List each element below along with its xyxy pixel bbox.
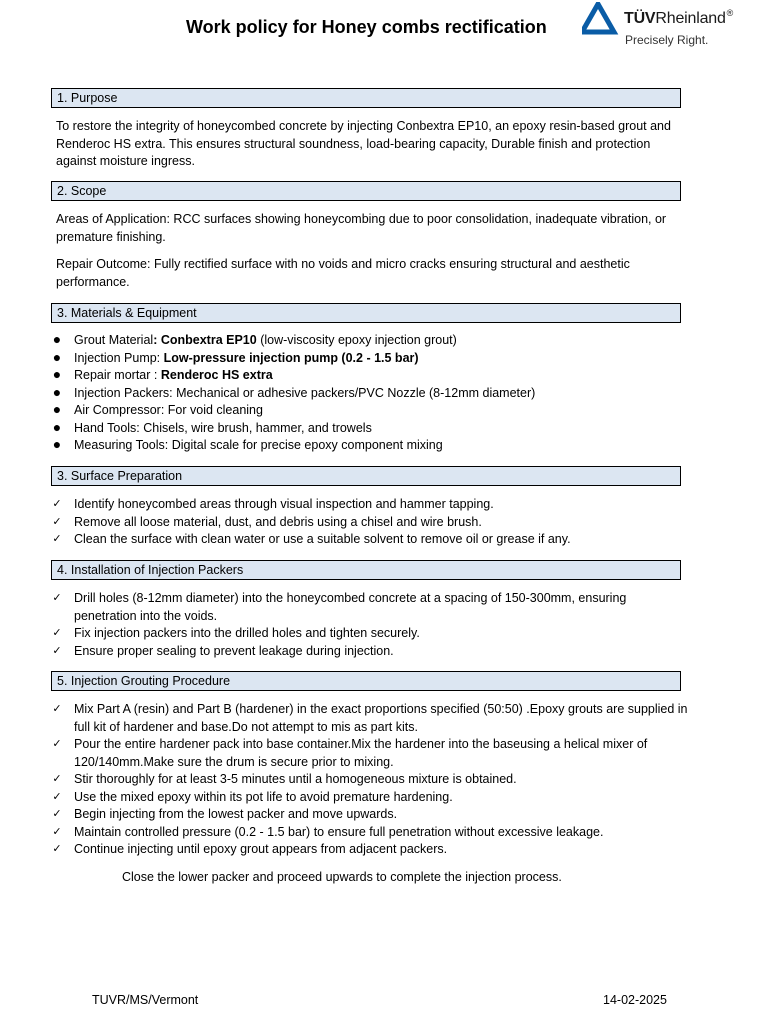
list-item: ● Grout Material: Conbextra EP10 (low-viscosity epoxy injection grout) [48, 332, 688, 350]
bullet-icon: ● [52, 383, 62, 400]
check-icon: ✓ [52, 515, 62, 528]
list-item: ● Air Compressor: For void cleaning [48, 402, 688, 420]
injection-packers-list [48, 590, 688, 660]
footer-date: 14-02-2025 [603, 993, 667, 1007]
list-item: ✓ Stir thoroughly for at least 3-5 minutes until a homogeneous mixture is obtained. [48, 771, 688, 789]
list-item: ✓ Begin injecting from the lowest packer and move upwards. [48, 806, 688, 824]
surface-preparation-list [48, 496, 688, 549]
list-item: ✓ Identify honeycombed areas through visual inspection and hammer tapping. [48, 496, 688, 514]
check-icon: ✓ [52, 592, 62, 604]
materials-list [48, 332, 688, 455]
list-item: ✓ Drill holes (8-12mm diameter) into the honeycombed concrete at a spacing of 150-300mm, ensuring penetration into the voids. [48, 590, 688, 625]
check-icon: ✓ [52, 498, 62, 510]
injection-grouting-list [48, 701, 688, 859]
scope-paragraph: Repair Outcome: Fully rectified surface with no voids and micro cracks ensuring structural and aesthetic performance. [56, 257, 630, 289]
bullet-icon: ● [52, 331, 62, 347]
list-item: ✓ Use the mixed epoxy within its pot life to avoid premature hardening. [48, 789, 688, 807]
list-item: ✓ Mix Part A (resin) and Part B (hardener) in the exact proportions specified (50:50) .Epoxy grouts are supplied in full kit of hardener and base.Do not attempt to mis as part kits. [48, 701, 688, 736]
bullet-icon: ● [52, 348, 62, 365]
list-item: ● Hand Tools: Chisels, wire brush, hammer, and trowels [48, 420, 688, 438]
list-item: ✓ Clean the surface with clean water or use a suitable solvent to remove oil or grease if any. [48, 531, 688, 549]
bullet-icon: ● [52, 366, 62, 382]
logo-tagline: Precisely Right. [625, 33, 709, 47]
list-item: ✓ Continue injecting until epoxy grout appears from adjacent packers. [48, 841, 688, 859]
tuv-rheinland-logo [582, 2, 762, 52]
section-header-materials: 3. Materials & Equipment [51, 303, 681, 323]
closing-note: Close the lower packer and proceed upwards to complete the injection process. [122, 870, 562, 884]
list-item: ✓ Remove all loose material, dust, and debris using a chisel and wire brush. [48, 514, 688, 532]
check-icon: ✓ [52, 738, 62, 750]
bullet-icon: ● [52, 418, 62, 435]
check-icon: ✓ [52, 843, 62, 855]
list-item: ● Injection Pump: Low-pressure injection pump (0.2 - 1.5 bar) [48, 350, 688, 368]
section-header-surface-preparation: 3. Surface Preparation [51, 466, 681, 486]
check-icon: ✓ [52, 773, 62, 785]
check-icon: ✓ [52, 703, 62, 715]
triangle-logo-icon [582, 2, 622, 36]
list-item: ✓ Pour the entire hardener pack into base container.Mix the hardener into the baseusing a helical mixer of 120/140mm.Make sure the drum is secure prior to mixing. [48, 736, 688, 771]
scope-paragraph: Areas of Application: RCC surfaces showing honeycombing due to poor consolidation, inadequate vibration, or premature finishing. [56, 212, 667, 244]
check-icon: ✓ [52, 825, 62, 838]
check-icon: ✓ [52, 627, 62, 639]
list-item: ● Repair mortar : Renderoc HS extra [48, 367, 688, 385]
section-header-injection-grouting: 5. Injection Grouting Procedure [51, 671, 681, 691]
list-item: ✓ Ensure proper sealing to prevent leakage during injection. [48, 643, 688, 661]
purpose-text: To restore the integrity of honeycombed concrete by injecting Conbextra EP10, an epoxy resin-based grout and Renderoc HS extra. This ensures structural soundness, load-bearing capacity, Durable finish and protection against moisture ingress. [56, 119, 671, 168]
check-icon: ✓ [52, 533, 62, 545]
footer-document-id: TUVR/MS/Vermont [92, 993, 199, 1007]
bullet-icon: ● [52, 401, 62, 417]
logo-brand: TÜVRheinland® [624, 8, 734, 27]
section-header-purpose: 1. Purpose [51, 88, 681, 108]
list-item: ✓ Fix injection packers into the drilled holes and tighten securely. [48, 625, 688, 643]
list-item: ● Measuring Tools: Digital scale for precise epoxy component mixing [48, 437, 688, 455]
list-item: ● Injection Packers: Mechanical or adhesive packers/PVC Nozzle (8-12mm diameter) [48, 385, 688, 403]
section-header-injection-packers: 4. Installation of Injection Packers [51, 560, 681, 580]
check-icon: ✓ [52, 808, 62, 820]
page-title: Work policy for Honey combs rectification [186, 17, 547, 37]
check-icon: ✓ [52, 790, 62, 803]
list-item: ✓ Maintain controlled pressure (0.2 - 1.5 bar) to ensure full penetration without excessive leakage. [48, 824, 688, 842]
check-icon: ✓ [52, 644, 62, 657]
section-header-scope: 2. Scope [51, 181, 681, 201]
bullet-icon: ● [52, 436, 62, 452]
